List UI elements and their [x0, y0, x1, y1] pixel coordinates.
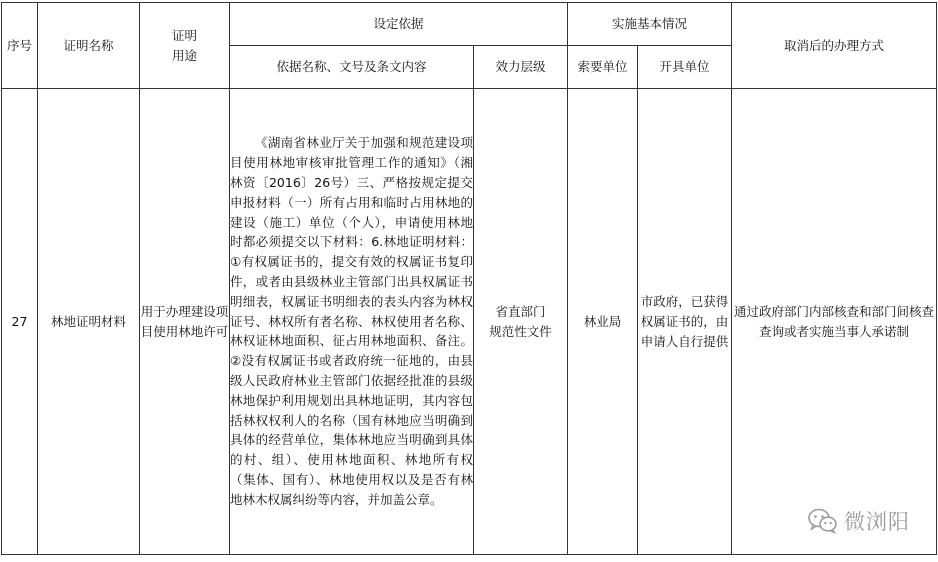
row-level — [474, 89, 568, 555]
row-seq: 27 — [2, 89, 38, 555]
header-cert-name: 证明名称 — [38, 3, 140, 89]
header-seq: 序号 — [2, 3, 38, 89]
header-after-cancel: 取消后的办理方式 — [732, 3, 937, 89]
header-purpose-line1: 证明 — [171, 27, 197, 43]
certificate-table — [1, 2, 937, 555]
header-impl-request: 索要单位 — [568, 46, 638, 89]
watermark — [808, 506, 910, 536]
row-basis-text: 《湖南省林业厅关于加强和规范建设项目使用林地审核审批管理工作的通知》（湘林资〔2016〕26号）三、严格按规定提交申报材料（一）所有占用和临时占用林地的建设（施工）单位（个人），申请使用林地时都必须提交以下材料：6.林地证明材料：①有权属证书的，提交有效的权属证书复印件，或者由县级林业主管部门出具权属证书明细表，权属证书明细表的表头内容为林权证号、林权所有者名称、林权使用者名称、林权证林地面积、征占用林地面积、备注。②没有权属证书或者政府统一征地的，由县级人民政府林业主管部门依据经批准的县级林地保护利用规划出具林地证明，其内容包括林权权利人的名称（国有林地应当明确到具体的经营单位，集体林地应当明确到具体的村、组）、使用林地面积、林地所有权（集体、国有）、林地使用权以及是否有林地林木权属纠纷等内容，并加盖公章。 — [230, 135, 473, 507]
row-cert-name: 林地证明材料 — [38, 89, 140, 555]
header-impl-issue: 开具单位 — [638, 46, 732, 89]
header-row-1 — [2, 3, 937, 46]
header-basis-doc: 依据名称、文号及条文内容 — [230, 46, 474, 89]
row-purpose: 用于办理建设项目使用林地许可 — [140, 89, 230, 555]
header-basis-level: 效力层级 — [474, 46, 568, 89]
watermark-text: 微浏阳 — [844, 510, 910, 534]
row-level-line1: 省直部门 — [495, 303, 546, 319]
row-after-cancel: 通过政府部门内部核查和部门间核查查询或者实施当事人承诺制 — [732, 89, 937, 555]
row-basis-cell — [230, 89, 474, 555]
header-purpose — [140, 3, 230, 89]
table-row — [2, 89, 937, 555]
header-purpose-line2: 用途 — [171, 47, 197, 63]
row-issue-unit: 市政府，已获得权属证书的，由申请人自行提供 — [638, 89, 732, 555]
header-basis-group: 设定依据 — [230, 3, 568, 46]
wechat-icon — [808, 508, 838, 534]
row-request-unit: 林业局 — [568, 89, 638, 555]
header-impl-group: 实施基本情况 — [568, 3, 732, 46]
row-level-line2: 规范性文件 — [489, 323, 552, 339]
